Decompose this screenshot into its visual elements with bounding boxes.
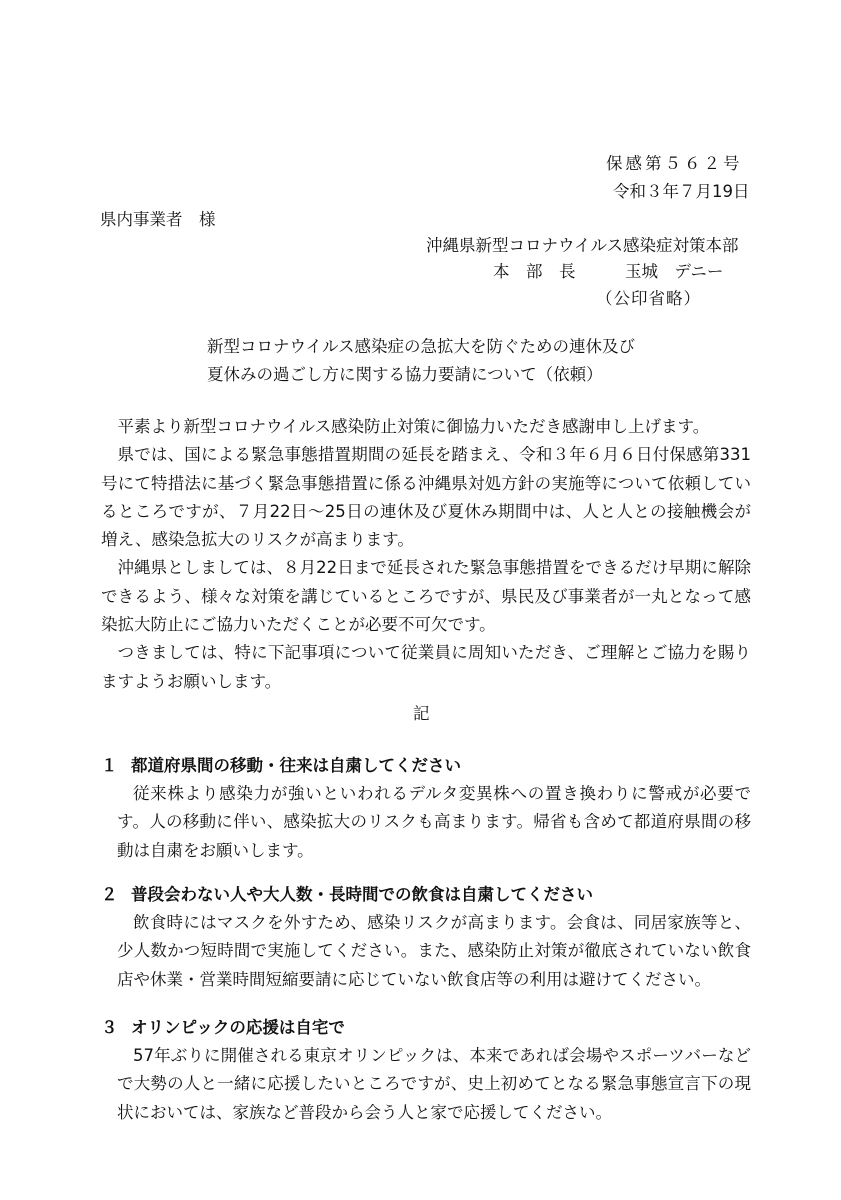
body-paragraph-greeting: 平素より新型コロナウイルス感染防止対策に御協力いただき感謝申し上げます。 [117, 417, 710, 436]
section-heading [101, 1014, 751, 1042]
body-paragraph-request: つきましては、特に下記事項について従業員に周知いただき、ご理解とご協力を賜りますようお願いします。 [101, 643, 751, 691]
body-paragraph-okinawa: 沖縄県としましては、８月22日まで延長された緊急事態措置をできるだけ早期に解除できるよう、様々な対策を講じているところですが、県民及び事業者が一丸となって感染拡大防止にご協力いただくことが必要不可欠です。 [101, 558, 751, 635]
section-title: 普段会わない人や大人数・長時間での飲食は自粛してください [131, 885, 593, 904]
section-heading [101, 752, 751, 780]
section-1 [101, 752, 751, 865]
section-title: オリンピックの応援は自宅で [131, 1018, 345, 1037]
section-title: 都道府県間の移動・往来は自粛してください [131, 756, 461, 775]
body-text [101, 413, 751, 696]
section-number: ３ [101, 1018, 118, 1037]
ki-heading: 記 [413, 704, 430, 723]
document-title-line1: 新型コロナウイルス感染症の急拡大を防ぐための連休及び [207, 337, 636, 356]
section-number: ２ [101, 885, 118, 904]
section-2 [101, 881, 751, 994]
document-date: 令和３年７月19日 [613, 182, 750, 201]
section-text: 従来株より感染力が強いといわれるデルタ変異株への置き換わりに警戒が必要です。人の移動に伴い、感染拡大のリスクも高まります。帰省も含めて都道府県間の移動は自粛をお願いします。 [117, 784, 751, 860]
section-3 [101, 1014, 751, 1127]
addressee: 県内事業者 様 [100, 210, 216, 229]
sender-name: 本 部 長 玉城 デニー [493, 262, 724, 281]
seal-omitted-note: （公印省略） [596, 289, 701, 308]
document-number: 保感第５６２号 [606, 154, 743, 173]
section-text: 飲食時にはマスクを外すため、感染リスクが高まります。会食は、同居家族等と、少人数かつ短時間で実施してください。また、感染防止対策が徹底されていない飲食店や休業・営業時間短縮要請に応じていない飲食店等の利用は避けてください。 [117, 913, 751, 989]
section-text: 57年ぶりに開催される東京オリンピックは、本来であれば会場やスポーツバーなどで大勢の人と一緒に応援したいところですが、史上初めてとなる緊急事態宣言下の現状においては、家族など普段から会う人と家で応援してください。 [117, 1046, 751, 1122]
body-paragraph-background: 県では、国による緊急事態措置期間の延長を踏まえ、令和３年６月６日付保感第331号にて特措法に基づく緊急事態措置に係る沖縄県対処方針の実施等について依頼しているところですが、７月22日～25日の連休及び夏休み期間中は、人と人との接触機会が増え、感染急拡大のリスクが高まります。 [101, 445, 751, 550]
section-heading [101, 881, 751, 909]
sender-organization: 沖縄県新型コロナウイルス感染症対策本部 [426, 236, 739, 255]
section-number: １ [101, 756, 118, 775]
document-title-line2: 夏休みの過ごし方に関する協力要請について（依頼） [207, 365, 603, 384]
